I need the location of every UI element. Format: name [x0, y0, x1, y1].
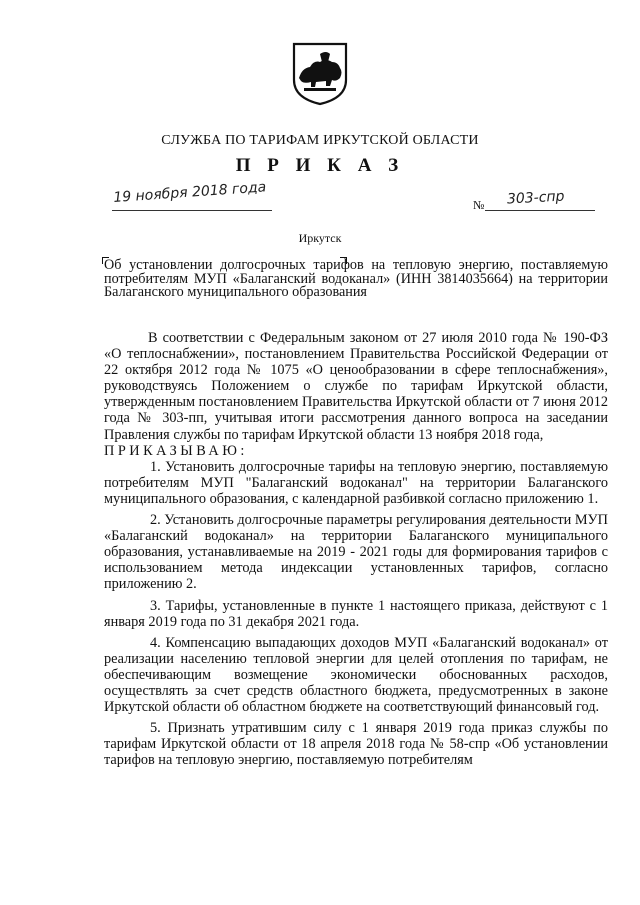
handwritten-number: 303-спр: [506, 188, 565, 208]
city: Иркутск: [298, 231, 342, 245]
irkutsk-coat-of-arms-icon: [290, 40, 350, 106]
document-title: П Р И К А З: [235, 155, 405, 176]
list-item: 5. Признать утратившим силу с 1 января 2019 года приказ службы по тарифам Иркутской области от 18 апреля 2018 года № 58-спр «Об установлении тарифов на тепловую энергию, поставляемую потребителям: [104, 720, 608, 769]
list-item: 2. Установить долгосрочные параметры регулирования деятельности МУП «Балаганский водоканал» на территории Балаганского муниципального образования, устанавливаемые на 2019 - 2021 годы для формирования тарифов с использованием метода индексации установленных тарифов, согласно приложению 2.: [104, 512, 608, 593]
list-item: 3. Тарифы, установленные в пункте 1 настоящего приказа, действуют с 1 января 2019 года по 31 декабря 2021 года.: [104, 597, 608, 630]
agency-name: СЛУЖБА ПО ТАРИФАМ ИРКУТСКОЙ ОБЛАСТИ: [161, 133, 479, 148]
order-word: ПРИКАЗЫВАЮ:: [104, 442, 248, 459]
handwritten-date: 19 ноября 2018 года: [112, 179, 267, 206]
document-body: [104, 330, 608, 768]
preamble: В соответствии с Федеральным законом от 27 июля 2010 года № 190-ФЗ «О теплоснабжении», постановлением Правительства Российской Федерации от 22 октября 2012 года № 1075 «О ценообразовании в сфере теплоснабжения», руководствуясь Положением о службе по тарифам Иркутской области, утвержденным постановлением Правительства Иркутской области от 7 июня 2012 года № 303-пп, учитывая итоги рассмотрения данного вопроса на заседании Правления службы по тарифам Иркутской области 13 ноября 2018 года,: [104, 330, 608, 443]
number-sign: №: [473, 198, 485, 212]
date-field: [112, 179, 272, 211]
subject-text: Об установлении долгосрочных тарифов на тепловую энергию, поставляемую потребителям МУП «Балаганский водоканал» (ИНН 3814035664) на территории Балаганского муниципального образования: [104, 257, 608, 300]
number-field: [485, 188, 595, 211]
list-item: 1. Установить долгосрочные тарифы на тепловую энергию, поставляемую потребителям МУП "Балаганский водоканал" на территории Балаганского муниципального образования, с календарной разбивкой согласно приложению 1.: [104, 458, 608, 507]
list-item: 4. Компенсацию выпадающих доходов МУП «Балаганский водоканал» от реализации населению тепловой энергии для целей отопления по тарифам, не обеспечивающим возмещение экономически обоснованных расходов, осуществлять за счет средств областного бюджета, предусмотренных в законе Иркутской области об областном бюджете на соответствующий финансовый год.: [104, 634, 608, 716]
